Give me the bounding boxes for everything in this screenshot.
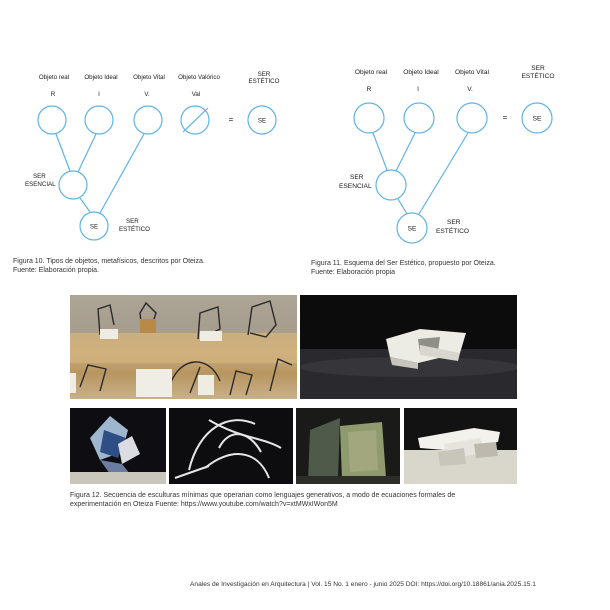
label-val: Val xyxy=(191,91,201,98)
circle-ser-esencial xyxy=(376,170,406,200)
circle-objeto-ideal xyxy=(404,103,434,133)
connector-line xyxy=(80,198,90,212)
photo-folded-blue-sculpture xyxy=(70,408,166,484)
label-r: R xyxy=(50,91,56,98)
label-ser-esencial-1: SER xyxy=(33,173,46,180)
circle-objeto-vital xyxy=(457,103,487,133)
label-objeto-valorico: Objeto Valórico xyxy=(178,74,220,81)
strike-line-valorico xyxy=(183,108,208,132)
connector-line xyxy=(396,133,415,171)
figure-10-caption xyxy=(13,258,205,275)
label-ser-estetico-top-1: SER xyxy=(531,65,545,72)
circle-objeto-real xyxy=(354,103,384,133)
figure-11-caption-line1: Figura 11. Esquema del Ser Estético, propuesto por Oteiza. xyxy=(311,260,496,267)
label-objeto-ideal: Objeto Ideal xyxy=(84,74,118,81)
photo-white-block-sculpture xyxy=(300,295,517,399)
label-se: SE xyxy=(532,115,542,123)
connector-line xyxy=(419,133,468,214)
label-equals: = xyxy=(502,113,508,122)
label-objeto-real: Objeto real xyxy=(38,74,70,81)
label-bottom-estetico: ESTÉTICO xyxy=(119,226,150,233)
photo-white-wire-sculpture xyxy=(169,408,293,484)
connector-line xyxy=(398,199,407,214)
label-bottom-estetico: ESTÉTICO xyxy=(436,228,469,235)
figure-10-caption-line2: Fuente: Elaboración propia. xyxy=(13,266,99,274)
circle-objeto-vital xyxy=(134,106,162,134)
connector-line xyxy=(100,134,144,213)
photo-metal-plate-sculpture xyxy=(296,408,400,484)
figure-12-caption-line1: Figura 12. Secuencia de esculturas mínimas que operarian como lenguajes generativos, a modo de ecuaciones formales de xyxy=(70,492,456,499)
label-objeto-vital: Objeto Vital xyxy=(455,69,489,76)
circle-objeto-ideal xyxy=(85,106,113,134)
label-i: I xyxy=(417,86,419,93)
figure-11-caption-line2: Fuente: Elaboración propia xyxy=(311,268,396,276)
label-v: V. xyxy=(144,91,150,98)
label-ser-estetico-top-2: ESTÉTICO xyxy=(248,78,280,85)
label-ser-esencial-1: SER xyxy=(350,174,364,181)
photo-white-blocks-on-ground xyxy=(404,408,517,484)
connector-line xyxy=(56,134,70,171)
figure-11-diagram xyxy=(330,58,600,258)
label-bottom-ser: SER xyxy=(447,219,461,226)
figure-12-caption xyxy=(70,492,455,509)
figure-10-caption-line1: Figura 10. Tipos de objetos, metafísicos, descritos por Oteiza. xyxy=(13,258,205,265)
page-footer: Anales de Investigación en Arquitectura | Vol. 15 No. 1 enero - junio 2025 DOI: https://doi.org/10.18861/ania.2025.15.1 xyxy=(190,581,536,588)
label-bottom-ser: SER xyxy=(126,218,139,225)
label-r: R xyxy=(366,86,372,93)
label-ser-esencial-2: ESENCIAL xyxy=(339,183,372,190)
label-objeto-real: Objeto real xyxy=(354,69,388,76)
label-bottom-se: SE xyxy=(407,225,417,233)
label-v: V. xyxy=(467,86,473,93)
figure-10-diagram xyxy=(10,62,300,262)
connector-line xyxy=(78,134,96,172)
circle-ser-esencial xyxy=(59,171,87,199)
label-objeto-ideal: Objeto Ideal xyxy=(403,69,439,76)
photo-wire-sculptures-on-wood xyxy=(70,295,297,399)
label-objeto-vital: Objeto Vital xyxy=(133,74,165,81)
label-ser-estetico-top-2: ESTÉTICO xyxy=(521,73,555,80)
label-i: I xyxy=(98,91,100,98)
label-equals: = xyxy=(228,115,234,124)
circle-objeto-real xyxy=(38,106,66,134)
label-bottom-se: SE xyxy=(89,223,99,231)
connector-line xyxy=(373,133,387,170)
label-se: SE xyxy=(257,117,267,125)
label-ser-estetico-top-1: SER xyxy=(257,71,271,78)
figure-12-caption-line2: experimentación en Oteiza Fuente: https://www.youtube.com/watch?v=xtMWxIWon5M xyxy=(70,500,338,508)
figure-11-caption xyxy=(311,260,496,277)
label-ser-esencial-2: ESENCIAL xyxy=(25,181,56,188)
